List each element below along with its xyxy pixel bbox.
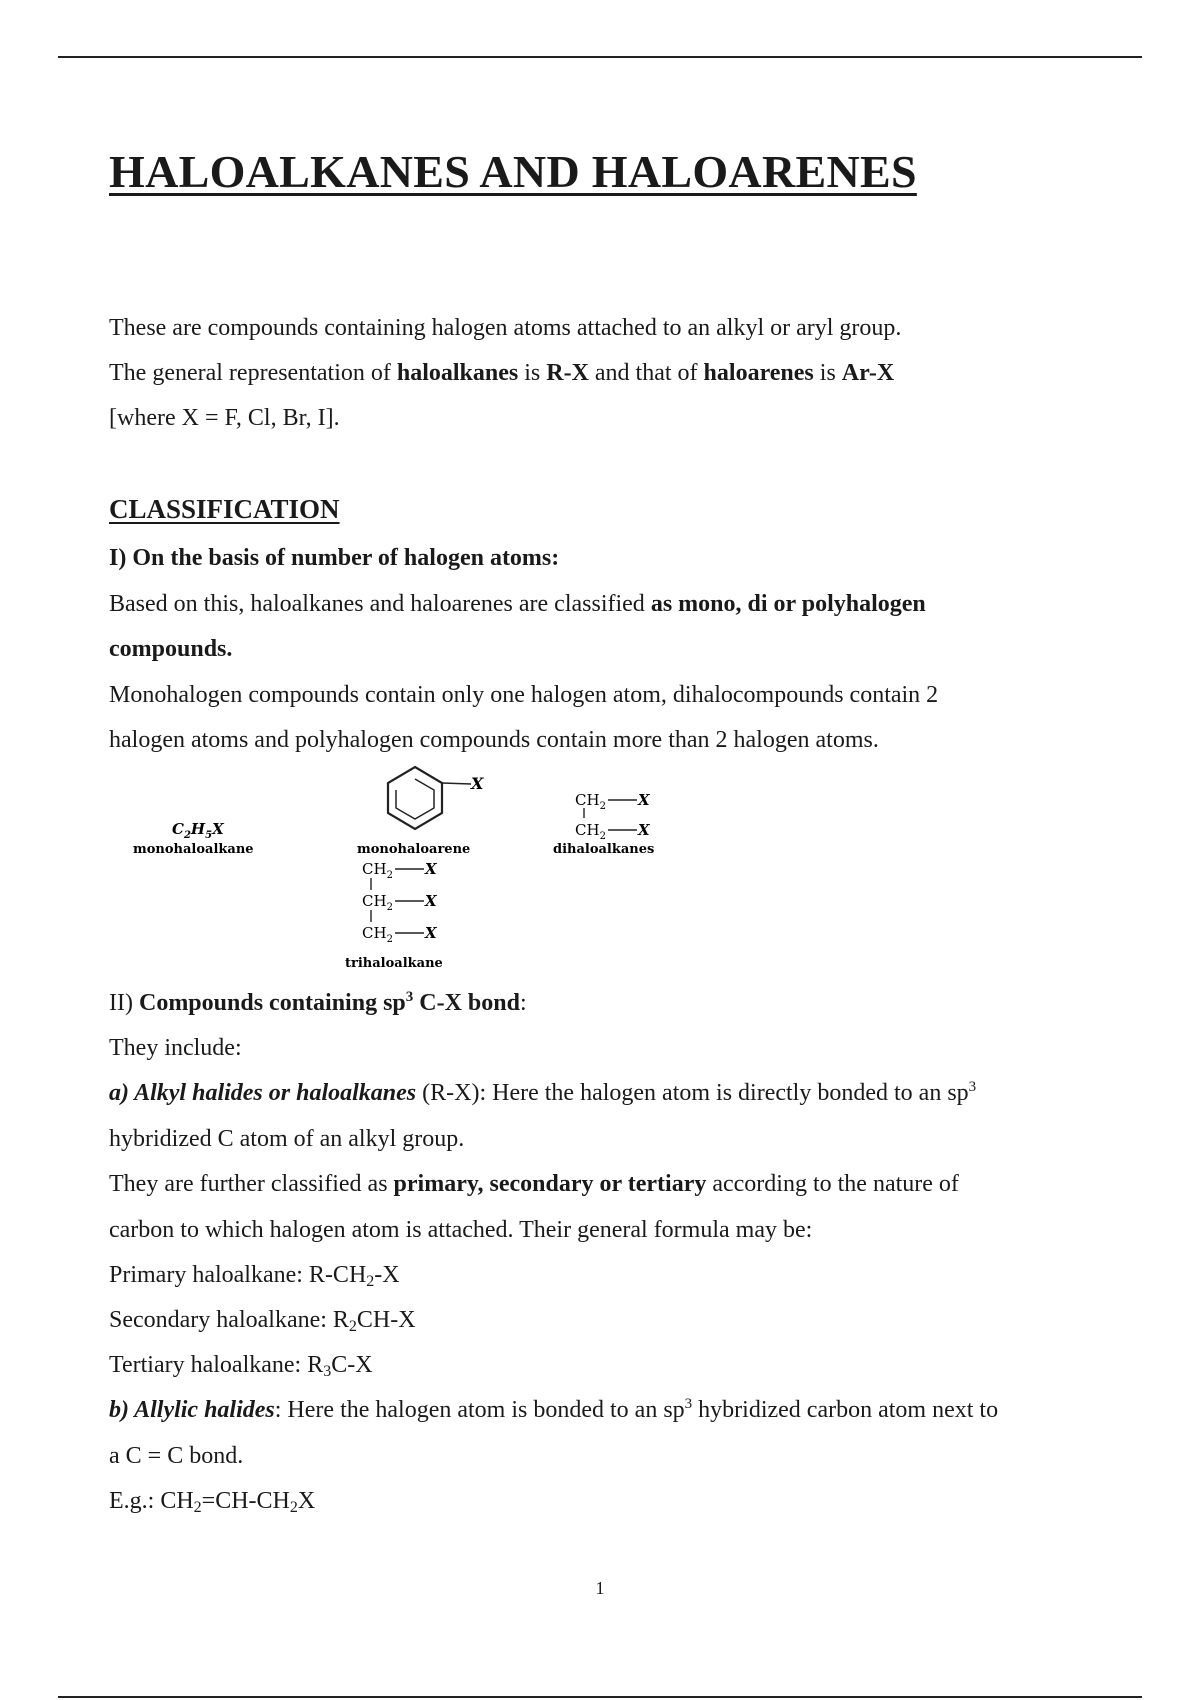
allylic-halides-line-1: b) Allylic halides: Here the halogen atom is bonded to an $sp^3$ hybridized carbon atom next to [109, 1396, 999, 1423]
svg-text:X: X [638, 821, 650, 839]
intro-line-2: The general representation of haloalkanes is R-X and that of haloarenes is Ar-X [109, 360, 895, 386]
monohaloarene-label: monohaloarene [357, 842, 471, 857]
monohaloalkane-label: monohaloalkane [133, 842, 254, 857]
benzene-ring [388, 767, 471, 829]
trihaloalkane-structure [362, 860, 438, 945]
svg-text:CH2: $CH_2$ [575, 821, 606, 842]
classification-heading: CLASSIFICATION [109, 494, 340, 524]
section-1-line-2: compounds. [109, 636, 233, 662]
they-include: They include: [109, 1035, 242, 1061]
trihaloalkane-label: trihaloalkane [345, 956, 443, 971]
alkyl-halides-line-1: a) Alkyl halides or haloalkanes (R-X): Here the halogen atom is directly bonded to an $sp^3$ [109, 1079, 977, 1106]
intro-line-3: [where X = F, Cl, Br, I]. [109, 405, 340, 431]
allylic-example: E.g.: $CH_2=CH-CH_2X$ [109, 1488, 316, 1516]
section-1-title: I) On the basis of number of halogen atoms: [109, 545, 560, 571]
alkyl-halides-line-3: They are further classified as primary, secondary or tertiary according to the nature of [109, 1171, 959, 1197]
dihaloalkanes-label: dihaloalkanes [553, 842, 655, 857]
section-2-title: II) Compounds containing $sp^3$ C-X bond: [109, 989, 527, 1016]
intro-line-1 [109, 313, 901, 343]
svg-text:X: X [638, 791, 650, 809]
svg-text:CH2: $CH_2$ [362, 924, 393, 945]
page-title: HALOALKANES AND HALOARENES [109, 146, 917, 197]
intro-text: These are compounds containing halogen atoms attached to an alkyl or aryl group. [109, 315, 902, 341]
alkyl-halides-line-2: hybridized C atom of an alkyl group. [109, 1126, 465, 1152]
bottom-rule [58, 1696, 1142, 1698]
section-1-line-4: halogen atoms and polyhalogen compounds contain more than 2 halogen atoms. [109, 727, 879, 753]
section-1-line-3: Monohalogen compounds contain only one halogen atom, dihalocompounds contain 2 [109, 682, 939, 708]
arene-x-label: X [471, 774, 484, 793]
secondary-haloalkane: Secondary haloalkane: $R_2CH-X$ [109, 1307, 416, 1335]
svg-text:CH2: $CH_2$ [575, 791, 606, 812]
alkyl-halides-line-4: carbon to which halogen atom is attached. Their general formula may be: [109, 1217, 813, 1243]
top-rule [58, 56, 1142, 58]
svg-text:CH2: $CH_2$ [362, 892, 393, 913]
page-number: 1 [595, 1578, 605, 1598]
section-1-line-1: Based on this, haloalkanes and haloarenes are classified as mono, di or polyhalogen [109, 591, 926, 617]
svg-text:X: X [425, 892, 437, 910]
svg-text:X: X [425, 860, 437, 878]
primary-haloalkane: Primary haloalkane: $R-CH_2-X$ [109, 1262, 400, 1290]
svg-text:CH2: $CH_2$ [362, 860, 393, 881]
tertiary-haloalkane: Tertiary haloalkane: $R_3C-X$ [109, 1352, 373, 1380]
dihaloalkane-structure [575, 791, 651, 842]
svg-text:X: X [425, 924, 437, 942]
monohaloalkane-formula: $C_2H_5X$ [172, 820, 224, 841]
allylic-halides-line-2: a C = C bond. [109, 1443, 244, 1469]
